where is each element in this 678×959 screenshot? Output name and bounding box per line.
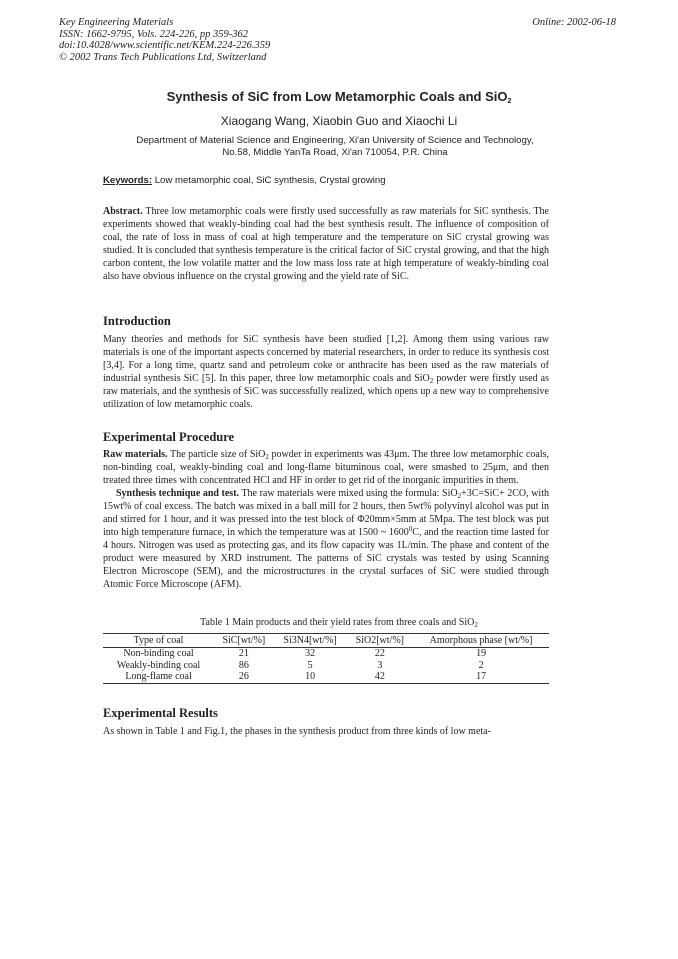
table-row (103, 660, 549, 672)
raw-text-part-1: The particle size of SiO (167, 449, 266, 460)
abstract (103, 205, 549, 283)
synth-superscript: 0 (408, 525, 413, 533)
table-cell: Weakly-binding coal (116, 659, 201, 671)
table-row (103, 671, 549, 683)
table-cell: 2 (478, 659, 484, 671)
paper-title (0, 89, 678, 104)
table-header-cell: SiC[wt/%] (214, 634, 274, 648)
keywords-label: Keywords: (103, 175, 153, 186)
title-text: Synthesis of SiC from Low Metamorphic Coals and SiO (166, 89, 508, 104)
issn-line: ISSN: 1662-9795, Vols. 224-226, pp 359-362 (59, 28, 248, 40)
table-cell: 22 (374, 648, 385, 659)
doi-link[interactable]: doi:10.4028/www.scientific.net/KEM.224-226.359 (59, 40, 271, 51)
caption-text: Table 1 Main products and their yield rates from three coals and SiO (200, 617, 475, 628)
table-cell: 42 (347, 671, 414, 683)
affiliation (100, 135, 570, 159)
table-header-row (103, 634, 549, 648)
keywords (103, 175, 386, 186)
synthesis-technique-label: Synthesis technique and test. (116, 488, 240, 499)
table-1 (103, 633, 549, 684)
raw-subscript: 2 (265, 453, 269, 461)
caption-subscript: 2 (474, 621, 478, 629)
intro-text-part-2: powder were firstly used as raw materials, and the synthesis of SiC was successfully realized, which opens up a new way to comprehensive utilization of low metamorphic coals. (103, 373, 549, 410)
table-1-caption (0, 617, 678, 628)
synth-subscript: 2 (457, 492, 462, 500)
raw-text-part-2: powder in experiments was 43μm. The three low metamorphic coals, non-binding coal, weakly-binding coal and long-flame bituminous coal, were smashed to 25μm, and then treated three times with concentrated HCl and HF in order to get rid of the inorganic impurities in them. (103, 449, 549, 486)
table-cell: 10 (274, 671, 347, 683)
copyright-line: © 2002 Trans Tech Publications Ltd, Switzerland (59, 51, 267, 63)
experimental-results-text (103, 725, 549, 738)
affiliation-line-1: Department of Material Science and Engineering, Xi'an University of Science and Technology, (136, 135, 534, 146)
table-row (103, 648, 549, 660)
intro-subscript: 2 (429, 377, 434, 385)
synth-text-part-2: +3C=SiC+ 2CO, with 15wt% of coal excess. The batch was mixed in a ball mill for 2 hours, then 5wt% polyvinyl alcohol was put in and stirred for 1 hour, and it was pressed into the test block of Φ20mm×5mm at 5Mpa. The test block was put into high temperature furnace, in which the temperature was at 1500 ~ 1600 (103, 488, 549, 538)
abstract-text: Three low metamorphic coals were firstly used successfully as raw materials for SiC synthesis. The experiments showed that weakly-binding coal had the best synthesis result. The influence of composition of coal, the rate of loss in mass of coal at high temperature and the temperature on SiC crystal growing was studied. It is concluded that synthesis temperature is the critical factor of SiC crystal growing, and that the high carbon content, the low volatile matter and the low mass loss rate at high temperature of weakly-binding coal also have obvious influence on the crystal growing and the yield rate of SiC. (103, 206, 549, 282)
intro-text-part-1: Many theories and methods for SiC synthesis have been studied [1,2]. Among them using various raw materials is one of the important aspects concerned by material researchers, in order to reduce its synthesis cost [3,4]. For a long time, quartz sand and petroleum coke or anthracite has been used as the raw materials of industrial synthesis SiC [5]. In this paper, three low metamorphic coals and SiO (103, 334, 549, 384)
table-header-cell: Type of coal (103, 634, 214, 648)
table-cell: 32 (305, 648, 316, 659)
title-subscript: 2 (507, 98, 512, 105)
journal-name: Key Engineering Materials (59, 17, 174, 28)
table-cell: 86 (238, 659, 249, 671)
raw-materials-label: Raw materials. (103, 449, 168, 460)
experimental-results-heading: Experimental Results (103, 706, 218, 720)
online-date: Online: 2002-06-18 (532, 17, 616, 28)
introduction-text (103, 333, 549, 411)
table-cell: Non-binding coal (123, 648, 194, 659)
affiliation-line-2: No.58, Middle YanTa Road, Xi'an 710054, P.R. China (222, 147, 448, 158)
author-list: Xiaogang Wang, Xiaobin Guo and Xiaochi Li (220, 114, 458, 128)
results-text: As shown in Table 1 and Fig.1, the phases in the synthesis product from three kinds of low meta- (103, 726, 491, 737)
synth-text-part-3: C, and the reaction time lasted for 4 hours. Nitrogen was used as protecting gas, and its flow capacity was 1L/min. The phase and content of the product were measured by XRD instrument. The patterns of SiC crystals was tested by using Scanning Electron Microscope (SEM), and the microstructures in the crystal surfaces of SiC were studied through Atomic Force Microscope (AFM). (103, 527, 549, 590)
experimental-procedure-heading: Experimental Procedure (103, 430, 235, 444)
publication-info (59, 17, 270, 63)
experimental-procedure-text (103, 448, 549, 591)
synth-text-part-1: The raw materials were mixed using the formula: SiO (239, 488, 458, 499)
table-cell: 17 (413, 671, 549, 683)
table-cell: 3 (377, 659, 383, 671)
introduction-heading: Introduction (103, 314, 171, 328)
table-cell: 5 (307, 659, 313, 671)
table-header-cell: Amorphous phase [wt/%] (413, 634, 549, 648)
table-cell: 19 (476, 648, 487, 659)
table-header-cell: Si3N4[wt/%] (274, 634, 347, 648)
table-cell: Long-flame coal (103, 671, 214, 683)
keywords-text: Low metamorphic coal, SiC synthesis, Crystal growing (154, 175, 386, 186)
table-header-cell: SiO2[wt/%] (347, 634, 414, 648)
table-cell: 21 (238, 648, 249, 659)
abstract-label: Abstract. (103, 206, 143, 217)
table-cell: 26 (214, 671, 274, 683)
